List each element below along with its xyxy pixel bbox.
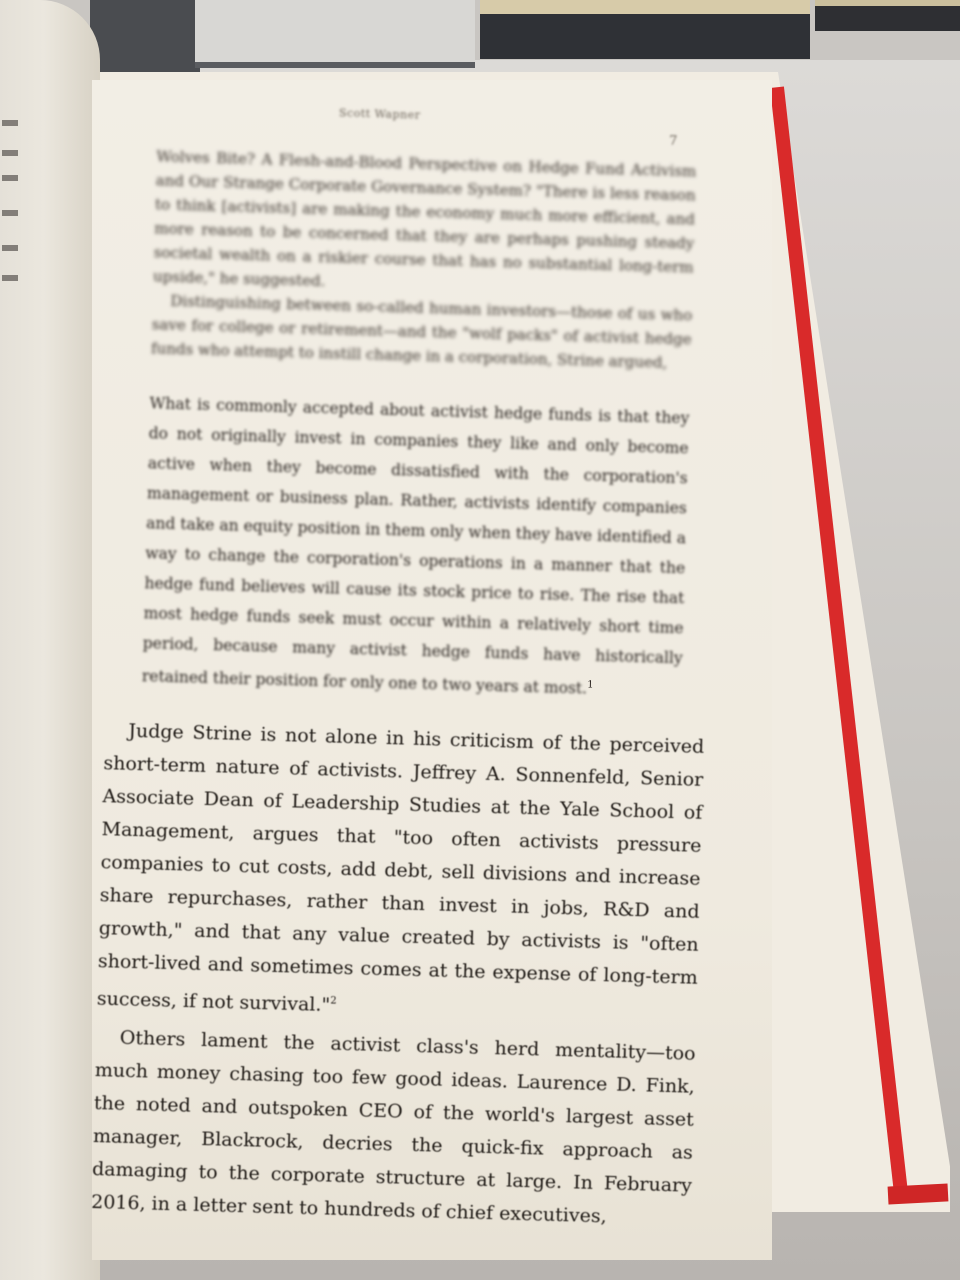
block-quote bbox=[142, 388, 690, 706]
body-paragraph-text: Judge Strine is not alone in his criticism of the perceived short-term nature of activists. Jeffrey A. Sonnenfeld, Senior Associate Dean of Leadership Studies at the Yale School of Management, argues that "too often activists pressure companies to cut costs, add debt, sell divisions and increase share repurchases, rather than invest in jobs, R&D and growth," and that any value created by activists is "often short-lived and sometimes comes at the expense of long-term success, if not survival." bbox=[96, 719, 705, 1016]
continued-text bbox=[151, 144, 697, 375]
left-page-text-fragment bbox=[2, 245, 18, 251]
body-paragraph bbox=[96, 714, 704, 1032]
left-page-text-fragment bbox=[2, 210, 18, 216]
footnote-marker: 2 bbox=[330, 995, 337, 1007]
left-page-text-fragment bbox=[2, 275, 18, 281]
intro-paragraph: Distinguishing between so-called human investors—those of us who save for college or retirement—and the "wolf packs" of activist hedge funds who attempt to instill change in a corporation, Strine argued, bbox=[150, 291, 693, 372]
running-head: Scott Wapner bbox=[338, 106, 421, 122]
page-text bbox=[79, 100, 750, 1237]
left-page-text-fragment bbox=[2, 120, 18, 126]
body-paragraph: Others lament the activist class's herd mentality—too much money chasing too few good ideas. Laurence D. Fink, the noted and outspoken CEO of the world's largest asset manager, Blackrock, decries the quick-fix approach as damaging to the corporate structure at large. In February 2016, in a letter sent to hundreds of chief executives, bbox=[90, 1027, 696, 1228]
background-book bbox=[90, 0, 200, 78]
background-book bbox=[815, 0, 960, 31]
left-page-text-fragment bbox=[2, 150, 18, 156]
block-quote-text: What is commonly accepted about activist hedge funds is that they do not originally invest in companies they like and only become active when they become dissatisfied with the corporation's management or business plan. Rather, activists identify companies and take an equity position in them only when they have identified a way to change the corporation's operations in a manner that the hedge fund believes will cause its stock price to rise. The rise that most hedge funds seek must occur within a relatively short time period, because many activist hedge funds have historically retained their position for only one to two years at most. bbox=[141, 394, 690, 698]
left-page-text-fragment bbox=[2, 175, 18, 181]
background-book bbox=[480, 0, 810, 59]
continued-paragraph: Wolves Bite? A Flesh-and-Blood Perspective on Hedge Fund Activism and Our Strange Corporate Governance System? "There is less reason to think [activists] are making the economy much more efficient, and more reason to be concerned that they are perhaps pushing steady societal wealth on a riskier course that has no substantial long-term upside," he suggested. bbox=[152, 147, 697, 291]
footnote-marker: 1 bbox=[587, 679, 594, 691]
background-book bbox=[195, 0, 475, 68]
body-text bbox=[91, 714, 705, 1236]
red-page-edge-foot bbox=[888, 1183, 949, 1204]
page-number: 7 bbox=[668, 133, 678, 149]
